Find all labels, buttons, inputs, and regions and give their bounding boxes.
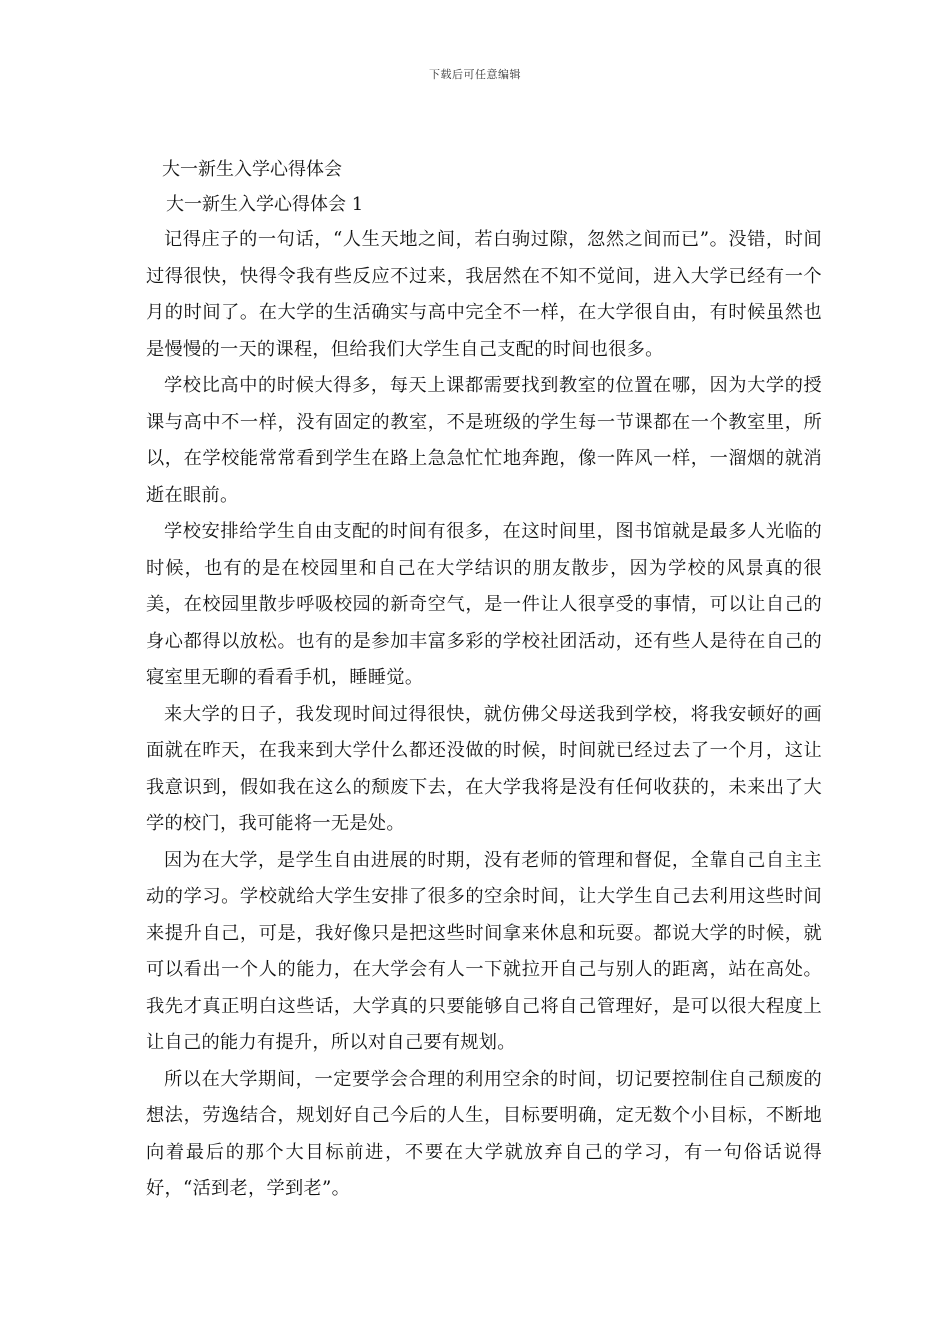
document-title: 大一新生入学心得体会 bbox=[162, 159, 342, 180]
paragraph-4: 来大学的日子，我发现时间过得很快，就仿佛父母送我到学校，将我安顿好的画面就在昨天，在我来到大学什么都还没做的时候，时间就已经过去了一个月，这让我意识到，假如我在这么的颓废下去，在大学我将是没有任何收获的，未来出了大学的校门，我可能将一无是处。 bbox=[146, 703, 822, 834]
paragraph-6: 所以在大学期间，一定要学会合理的利用空余的时间，切记要控制住自己颓废的想法，劳逸结合，规划好自己今后的人生，目标要明确，定无数个小目标，不断地向着最后的那个大目标前进，不要在大学就放弃自己的学习，有一句俗话说得好，“活到老，学到老”。 bbox=[146, 1068, 822, 1199]
paragraph-3: 学校安排给学生自由支配的时间有很多，在这时间里，图书馆就是最多人光临的时候，也有的是在校园里和自己在大学结识的朋友散步，因为学校的风景真的很美，在校园里散步呼吸校园的新奇空气，是一件让人很享受的事情，可以让自己的身心都得以放松。也有的是参加丰富多彩的学校社团活动，还有些人是待在自己的寝室里无聊的看看手机，睡睡觉。 bbox=[146, 521, 822, 688]
document-body bbox=[146, 152, 822, 1208]
page-header-note: 下载后可任意编辑 bbox=[429, 68, 521, 81]
paragraph-5: 因为在大学，是学生自由进展的时期，没有老师的管理和督促，全靠自己自主主动的学习。学校就给大学生安排了很多的空余时间，让大学生自己去利用这些时间来提升自己，可是，我好像只是把这些时间拿来休息和玩耍。都说大学的时候，就可以看出一个人的能力，在大学会有人一下就拉开自己与别人的距离，站在高处。我先才真正明白这些话，大学真的只要能够自己将自己管理好，是可以很大程度上让自己的能力有提升，所以对自己要有规划。 bbox=[146, 849, 822, 1053]
document-subtitle: 大一新生入学心得体会 1 bbox=[166, 194, 364, 215]
paragraph-2: 学校比高中的时候大得多，每天上课都需要找到教室的位置在哪，因为大学的授课与高中不一样，没有固定的教室，不是班级的学生每一节课都在一个教室里，所以，在学校能常常看到学生在路上急急忙忙地奔跑，像一阵风一样，一溜烟的就消逝在眼前。 bbox=[146, 375, 822, 506]
paragraph-1: 记得庄子的一句话，“人生天地之间，若白驹过隙，忽然之间而已”。没错，时间过得很快，快得令我有些反应不过来，我居然在不知不觉间，进入大学已经有一个月的时间了。在大学的生活确实与高中完全不一样，在大学很自由，有时候虽然也是慢慢的一天的课程，但给我们大学生自己支配的时间也很多。 bbox=[146, 229, 822, 360]
